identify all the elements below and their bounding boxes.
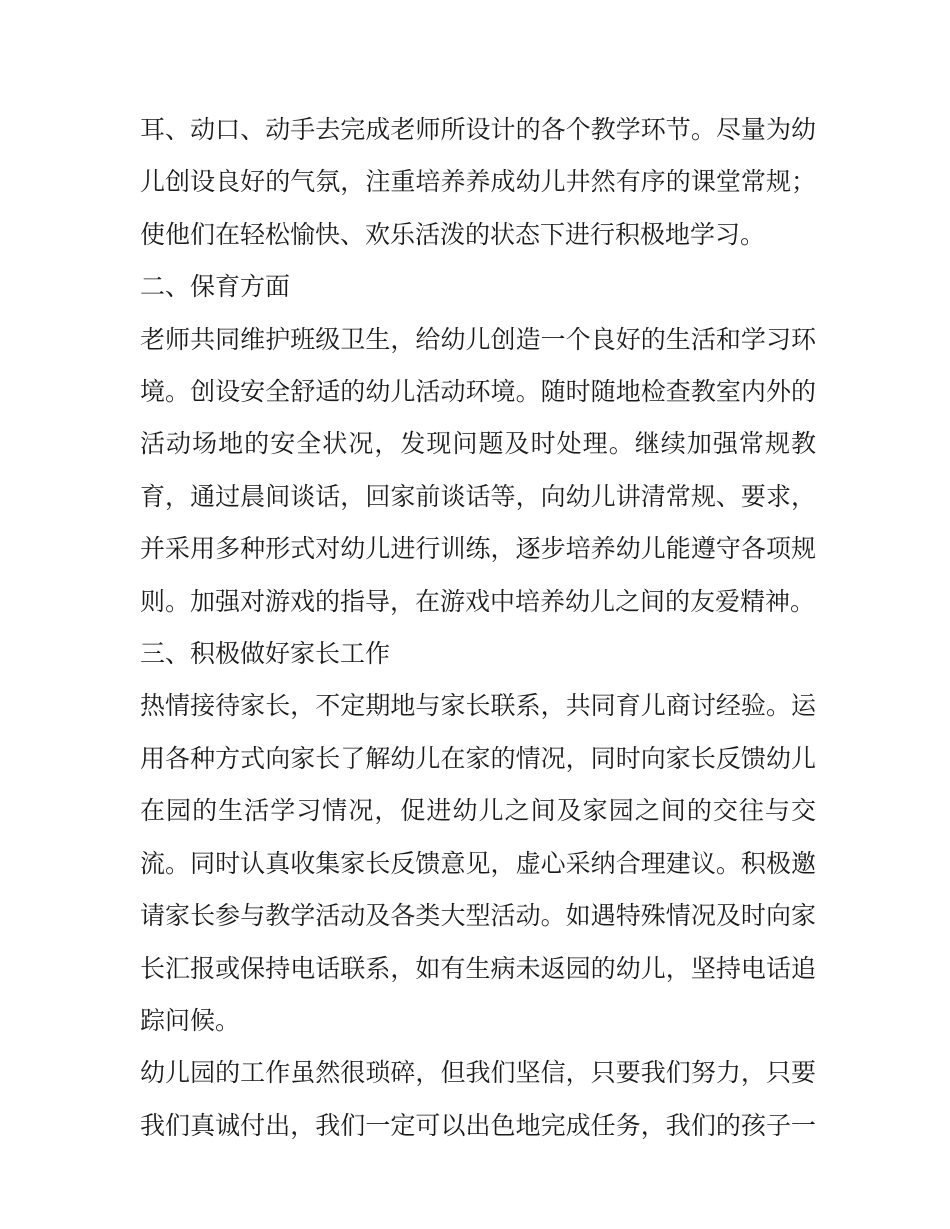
text-line: 育，通过晨间谈话，回家前谈话等，向幼儿讲清常规、要求， bbox=[140, 481, 816, 511]
paragraph bbox=[140, 1047, 816, 1152]
text-line: 用各种方式向家长了解幼儿在家的情况，同时向家长反馈幼儿 bbox=[140, 743, 816, 773]
text-line: 流。同时认真收集家长反馈意见，虚心采纳合理建议。积极邀 bbox=[140, 848, 816, 878]
text-line: 使他们在轻松愉快、欢乐活泼的状态下进行积极地学习。 bbox=[140, 219, 766, 249]
text-line: 活动场地的安全状况，发现问题及时处理。继续加强常规教 bbox=[140, 429, 816, 459]
paragraph bbox=[140, 680, 816, 1047]
text-line: 耳、动口、动手去完成老师所设计的各个教学环节。尽量为幼 bbox=[140, 115, 816, 144]
document-body bbox=[140, 104, 816, 1152]
text-line: 请家长参与教学活动及各类大型活动。如遇特殊情况及时向家 bbox=[140, 901, 816, 931]
section-heading bbox=[140, 628, 816, 680]
text-line: 老师共同维护班级卫生，给幼儿创造一个良好的生活和学习环 bbox=[140, 324, 816, 354]
text-line: 三、积极做好家长工作 bbox=[140, 639, 391, 669]
paragraph bbox=[140, 104, 816, 261]
text-line: 长汇报或保持电话联系，如有生病未返园的幼儿，坚持电话追 bbox=[140, 953, 816, 983]
text-line: 并采用多种形式对幼儿进行训练，逐步培养幼儿能遵守各项规 bbox=[140, 534, 816, 564]
text-line: 我们真诚付出，我们一定可以出色地完成任务，我们的孩子一 bbox=[140, 1110, 816, 1140]
section-heading bbox=[140, 261, 816, 313]
text-line: 境。创设安全舒适的幼儿活动环境。随时随地检查教室内外的 bbox=[140, 377, 816, 407]
text-line: 则。加强对游戏的指导，在游戏中培养幼儿之间的友爱精神。 bbox=[140, 586, 816, 616]
text-line: 踪问候。 bbox=[140, 1005, 241, 1035]
paragraph bbox=[140, 314, 816, 628]
text-line: 二、保育方面 bbox=[140, 272, 291, 302]
text-line: 幼儿园的工作虽然很琐碎，但我们坚信，只要我们努力，只要 bbox=[140, 1058, 816, 1088]
text-line: 在园的生活学习情况，促进幼儿之间及家园之间的交往与交 bbox=[140, 796, 816, 826]
text-line: 热情接待家长，不定期地与家长联系，共同育儿商讨经验。运 bbox=[140, 691, 816, 721]
text-line: 儿创设良好的气氛，注重培养养成幼儿井然有序的课堂常规； bbox=[140, 167, 816, 197]
